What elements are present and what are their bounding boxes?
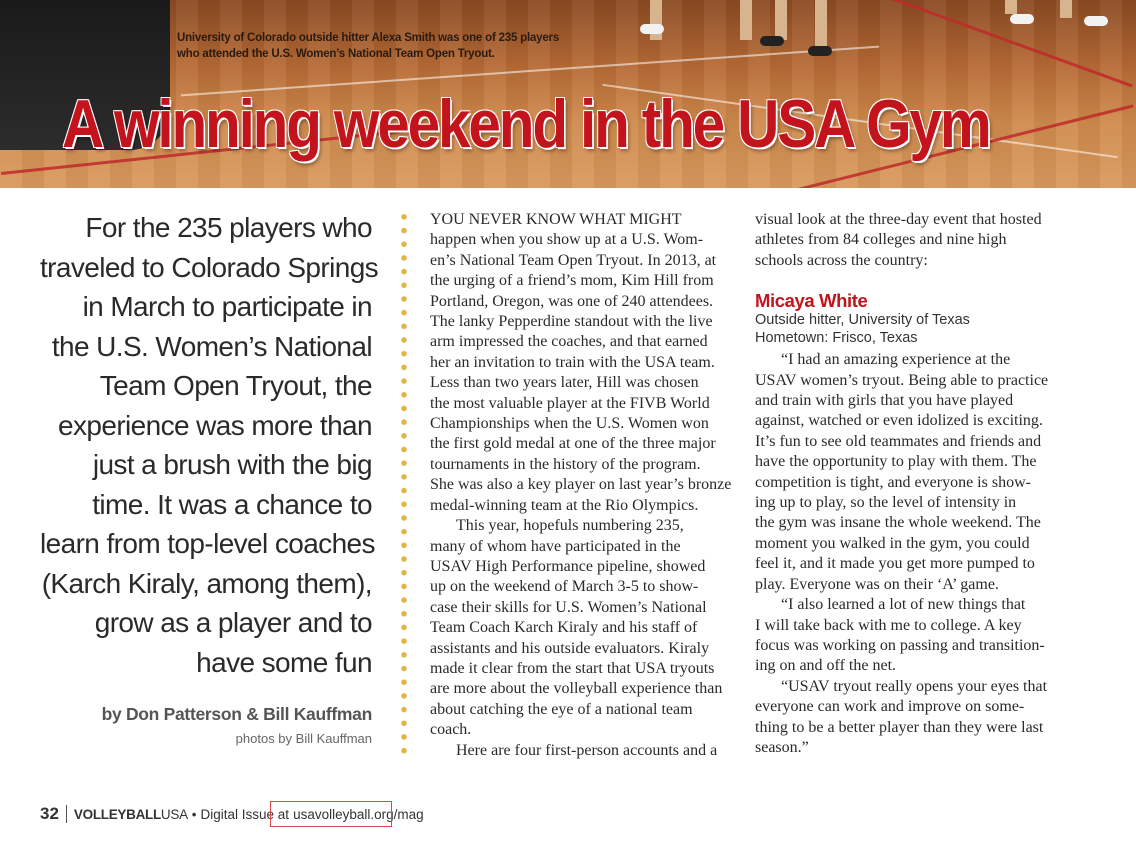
pull-quote-line: the U.S. Women’s National bbox=[51, 330, 372, 362]
brand-name-light: USA bbox=[160, 806, 188, 822]
body-line: happen when you show up at a U.S. Wom- bbox=[430, 231, 704, 249]
body-line: athletes from 84 colleges and nine high bbox=[755, 231, 1007, 249]
body-line: schools across the country: bbox=[755, 251, 928, 269]
quote-line: have the opportunity to play with them. The bbox=[755, 453, 1037, 471]
body-line: She was also a key player on last year’s bronze bbox=[430, 476, 732, 494]
body-line: USAV High Performance pipeline, showed bbox=[430, 557, 706, 575]
quote-line: play. Everyone was on their ‘A’ game. bbox=[755, 575, 999, 593]
pull-quote bbox=[40, 208, 379, 682]
quote-line: I will take back with me to college. A key bbox=[755, 616, 1022, 634]
pull-quote-line: For the 235 players who bbox=[85, 212, 372, 243]
player-name: Micaya White bbox=[755, 290, 868, 312]
quote-line: and train with girls that you have played bbox=[755, 392, 1014, 410]
photo-credit: photos by Bill Kauffman bbox=[235, 731, 372, 746]
article-column-2 bbox=[755, 210, 1065, 758]
player-shoe bbox=[1084, 16, 1108, 26]
body-line: the urging of a friend’s mom, Kim Hill from bbox=[430, 272, 714, 290]
page-number: 32 bbox=[40, 804, 59, 823]
player-legs bbox=[740, 0, 752, 40]
quote-line: competition is tight, and everyone is show- bbox=[755, 473, 1031, 491]
player-position: Outside hitter, University of Texas bbox=[755, 312, 970, 329]
body-line: coach. bbox=[430, 721, 472, 739]
body-line: The lanky Pepperdine standout with the live bbox=[430, 313, 713, 331]
pull-quote-line: learn from top-level coaches bbox=[40, 528, 375, 559]
quote-line: against, watched or even idolized is exciting. bbox=[755, 412, 1043, 430]
body-line: Team Coach Karch Kiraly and his staff of bbox=[430, 619, 698, 637]
quote-line: “I also learned a lot of new things that bbox=[781, 596, 1026, 614]
pull-quote-line: grow as a player and to bbox=[94, 607, 372, 638]
body-line: tournaments in the history of the program. bbox=[430, 455, 701, 473]
body-line: YOU NEVER KNOW WHAT MIGHT bbox=[430, 211, 682, 228]
body-line: Less than two years later, Hill was chosen bbox=[430, 374, 699, 392]
player-shoe bbox=[808, 46, 832, 56]
body-line: visual look at the three-day event that hosted bbox=[755, 211, 1042, 228]
quote-line: It’s fun to see old teammates and friends and bbox=[755, 432, 1042, 450]
quote-line: everyone can work and improve on some- bbox=[755, 698, 1025, 716]
quote-line: “USAV tryout really opens your eyes that bbox=[781, 677, 1048, 695]
dotted-divider bbox=[400, 210, 408, 758]
body-line: made it clear from the start that USA tryouts bbox=[430, 659, 715, 677]
body-line: many of whom have participated in the bbox=[430, 537, 681, 555]
paragraph-gap bbox=[755, 271, 1065, 290]
body-line: Championships when the U.S. Women won bbox=[430, 415, 709, 433]
brand-name-bold: VOLLEYBALL bbox=[73, 806, 161, 822]
body-line: about catching the eye of a national team bbox=[430, 700, 693, 718]
player-legs bbox=[650, 0, 662, 40]
body-line: up on the weekend of March 3-5 to show- bbox=[430, 578, 699, 596]
player-legs bbox=[1005, 0, 1017, 14]
magazine-link[interactable]: usavolleyball.org/mag bbox=[293, 806, 424, 822]
quote-line: season.” bbox=[755, 738, 809, 756]
body-line: assistants and his outside evaluators. Kiraly bbox=[430, 639, 710, 657]
quote-line: ing on and off the net. bbox=[755, 657, 897, 675]
pull-quote-line: time. It was a chance to bbox=[92, 488, 372, 520]
byline: by Don Patterson & Bill Kauffman bbox=[101, 704, 372, 724]
player-hometown: Hometown: Frisco, Texas bbox=[755, 329, 918, 346]
caption-line: who attended the U.S. Women’s National Team Open Tryout. bbox=[177, 48, 495, 60]
body-line: the most valuable player at the FIVB World bbox=[430, 394, 710, 412]
pull-quote-line: Team Open Tryout, the bbox=[99, 370, 372, 401]
quote-line: ing up to play, so the level of intensity in bbox=[755, 494, 1017, 512]
body-line: This year, hopefuls numbering 235, bbox=[456, 517, 684, 535]
body-line: the first gold medal at one of the three major bbox=[430, 435, 716, 453]
issue-label: Digital Issue at bbox=[200, 806, 290, 822]
pull-quote-line: experience was more than bbox=[58, 409, 372, 441]
pull-quote-line: traveled to Colorado Springs bbox=[40, 251, 379, 283]
pull-quote-line: (Karch Kiraly, among them), bbox=[41, 567, 372, 599]
quote-line: “I had an amazing experience at the bbox=[781, 351, 1011, 369]
player-shoe bbox=[640, 24, 664, 34]
pull-quote-line: just a brush with the big bbox=[92, 449, 372, 480]
caption-line: University of Colorado outside hitter Alexa Smith was one of 235 players bbox=[177, 32, 560, 44]
body-line: en’s National Team Open Tryout. In 2013, at bbox=[430, 251, 717, 269]
player-shoe bbox=[1010, 14, 1034, 24]
quote-line: feel it, and it made you get more pumped to bbox=[755, 555, 1035, 573]
quote-line: USAV women’s tryout. Being able to practice bbox=[755, 371, 1049, 389]
link-highlight-box bbox=[270, 801, 392, 827]
body-line: case their skills for U.S. Women’s National bbox=[430, 598, 707, 616]
body-line: medal-winning team at the Rio Olympics. bbox=[430, 496, 699, 514]
player-legs bbox=[775, 0, 787, 40]
body-line: her an invitation to train with the USA team. bbox=[430, 353, 715, 371]
body-line: Here are four first-person accounts and a bbox=[456, 741, 718, 759]
article-headline: A winning weekend in the USA Gym bbox=[62, 86, 990, 162]
page-footer bbox=[40, 801, 424, 827]
quote-line: focus was working on passing and transition- bbox=[755, 636, 1045, 654]
body-line: are more about the volleyball experience than bbox=[430, 680, 723, 698]
player-legs bbox=[1060, 0, 1072, 18]
pull-quote-line: have some fun bbox=[196, 646, 372, 678]
player-shoe bbox=[760, 36, 784, 46]
article-column-1 bbox=[430, 210, 736, 761]
player-legs bbox=[815, 0, 827, 50]
body-line: arm impressed the coaches, and that earned bbox=[430, 333, 708, 351]
photo-caption bbox=[177, 30, 597, 62]
hero-photo bbox=[0, 0, 1136, 188]
body-line: Portland, Oregon, was one of 240 attendees. bbox=[430, 292, 714, 310]
quote-line: thing to be a better player than they were last bbox=[755, 718, 1044, 736]
footer-divider bbox=[66, 805, 67, 823]
bullet-separator: • bbox=[191, 806, 197, 822]
quote-line: the gym was insane the whole weekend. The bbox=[755, 514, 1041, 532]
pull-quote-line: in March to participate in bbox=[82, 291, 372, 322]
quote-line: moment you walked in the gym, you could bbox=[755, 534, 1030, 552]
